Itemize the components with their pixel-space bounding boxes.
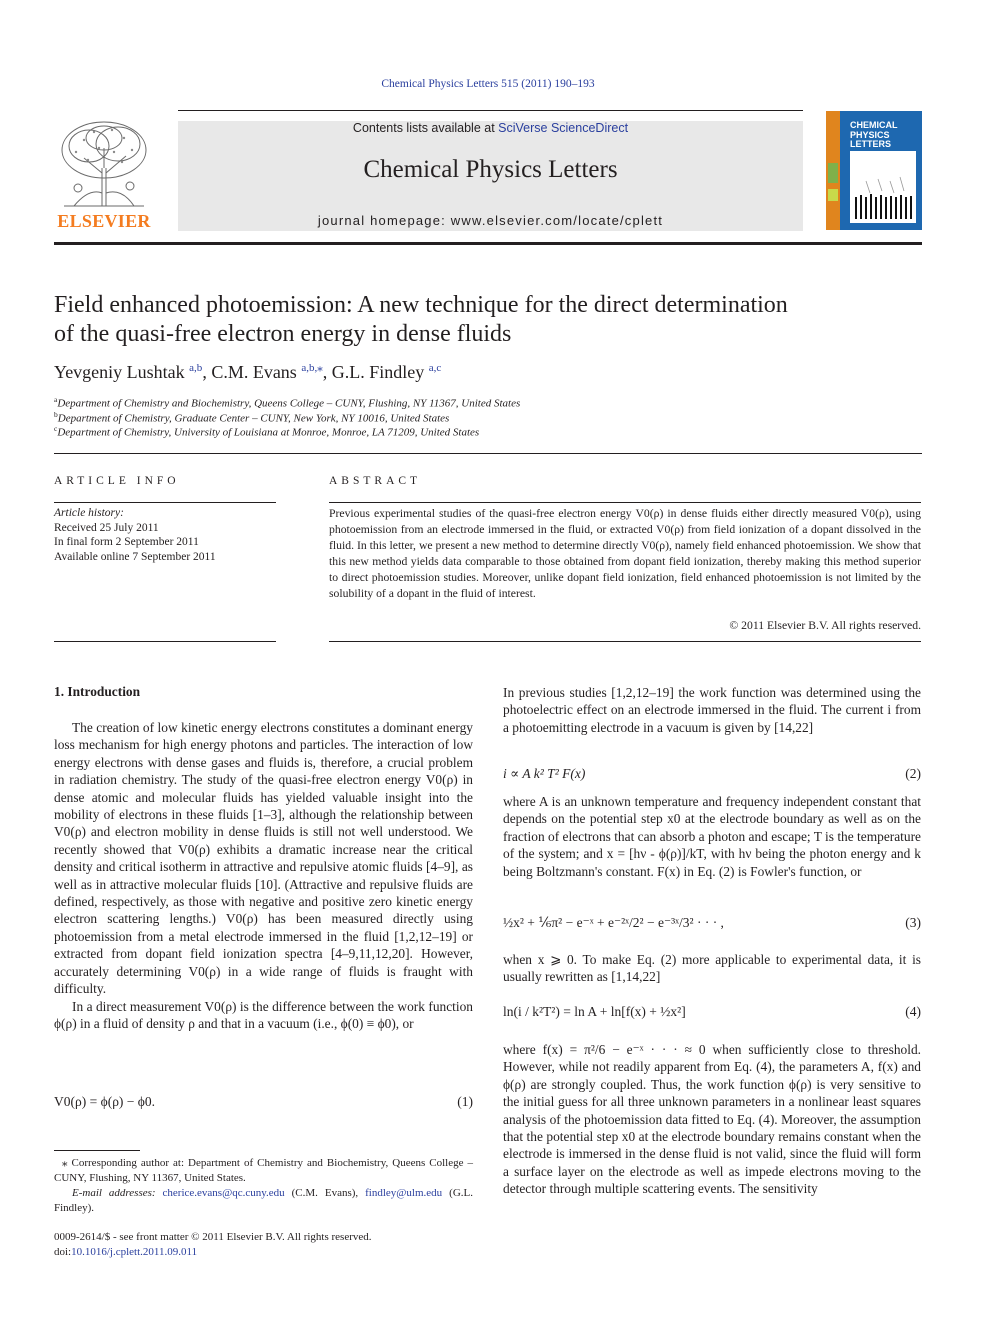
equation-3 [503,915,921,935]
email-owner: (C.M. Evans), [284,1187,366,1199]
equation-1 [54,1094,473,1114]
abstract-text: Previous experimental studies of the quasi-free electron energy V0(ρ) in dense fluids either directly measured V0(ρ), using photoemission from an electrode immersed in the fluid, or extracted V0(ρ) from field ionization of a dopant dissolved in the fluid. In this letter, we present a new method to determine directly V0(ρ), namely field enhanced photoemission. We show that this new method yields data comparable to those obtained from dopant field ionization, thereby making this method superior to direct photoemission studies. Moreover, unlike dopant field ionization, field enhanced photoemission is not limited by the solubility of a dopant in the fluid of interest. [329,507,921,600]
equation-2-number: (2) [905,766,921,781]
header-bottom-rule [54,242,922,245]
abstract-copyright: © 2011 Elsevier B.V. All rights reserved. [729,619,921,632]
abstract-rule [329,502,921,503]
right-column-p4 [503,1041,921,1198]
affiliation [54,395,934,410]
affiliation [54,410,934,425]
contents-prefix: Contents lists available at [352,121,499,135]
equation-4 [503,1004,921,1024]
article-info-heading: ARTICLE INFO [54,475,180,487]
history-label: Article history: [54,507,124,519]
affiliation-mark: c [54,424,58,433]
sciencedirect-link[interactable]: SciVerse ScienceDirect [498,121,629,135]
affiliation-text: Department of Chemistry, Graduate Center – CUNY, New York, NY 10016, United States [57,412,450,425]
article-info-bottom-rule [54,641,276,642]
author-affiliation-marks[interactable]: a,b,⁎ [301,362,323,374]
author-name: Yevgeniy Lushtak [54,362,185,382]
email-link-findley[interactable]: findley@ulm.edu [365,1187,443,1199]
affiliation-mark: a [54,395,58,404]
author-name: C.M. Evans [211,362,297,382]
header-top-rule [178,110,803,111]
article-info-rule [54,502,276,503]
abstract-heading: ABSTRACT [329,475,422,487]
email-owner: (G.L. Findley). [54,1187,473,1214]
equation-2-body: i ∝ A k² T² F(x) [503,766,586,781]
abstract-bottom-rule [329,641,921,642]
affiliation-text: Department of Chemistry and Biochemistry, Queens College – CUNY, Flushing, NY 11367, United States [57,397,521,410]
corresponding-author-footnote [54,1156,473,1216]
author-list [54,361,934,383]
body-paragraph: In previous studies [1,2,12–19] the work function was determined using the photoelectric effect on an electrode immersed in the fluid. The current i from a photoemitting electrode in a vacuum is given by [14,22] [503,685,921,735]
author-affiliation-marks[interactable]: a,c [428,362,442,374]
equation-1-number: (1) [457,1094,473,1109]
title-block-rule [54,453,922,454]
email-label: E-mail addresses: [72,1187,163,1199]
section-heading-introduction: 1. Introduction [54,684,141,699]
revised-date: In final form 2 September 2011 [54,536,199,548]
article-title [54,291,934,349]
left-column [54,719,473,1032]
author-name: G.L. Findley [331,362,425,382]
elsevier-wordmark: ELSEVIER [57,211,151,231]
equation-1-body: V0(ρ) = ϕ(ρ) − ϕ0. [54,1094,156,1109]
footnote-rule [54,1150,140,1151]
contents-line [178,121,803,135]
issn-line: 0009-2614/$ - see front matter © 2011 Elsevier B.V. All rights reserved. [54,1231,372,1243]
received-date: Received 25 July 2011 [54,521,159,534]
affiliation [54,424,934,439]
tree-icon [54,118,154,210]
equation-4-body: ln(i / k²T²) = ln A + ln[f(x) + ½x²] [503,1004,686,1019]
doi-link[interactable]: 10.1016/j.cplett.2011.09.011 [71,1246,198,1258]
affiliation-text: Department of Chemistry, University of Louisiana at Monroe, Monroe, LA 71209, United States [57,426,480,439]
article-history [54,506,276,564]
journal-title: Chemical Physics Letters [363,156,618,183]
author-separator: , [322,362,332,382]
equation-2 [503,766,921,786]
article-title-line-1: Field enhanced photoemission: A new technique for the direct determination [54,292,788,318]
front-matter-info [54,1230,473,1260]
body-paragraph: where f(x) = π²/6 − e⁻ˣ · · · ≈ 0 when sufficiently close to threshold. However, while not readily apparent from Eq. (4), the parameters A, f(x) and ϕ(ρ) are strongly coupled. Thus, the work function ϕ(ρ) is very sensitive to the initial guess for all three unknown parameters in a nonlinear least squares analysis of the photoemission data fitted to Eq. (4). Moreover, the assumption that the potential step x0 at the electrode boundary remains constant when the electrode is immersed in the dense fluid is not valid, since the fluid will form a surface layer on the electrode as well as impede electrons moving to the detector through multiple scattering events. The sensitivity [503,1042,921,1197]
body-paragraph: when x ⩾ 0. To make Eq. (2) more applicable to experimental data, it is usually rewritten as [1,14,22] [503,952,921,985]
article-title-line-2: of the quasi-free electron energy in dense fluids [54,321,512,347]
equation-3-body: ½x² + ⅙π² − e⁻ˣ + e⁻²ˣ/2² − e⁻³ˣ/3² · · · , [503,915,724,930]
author-separator: , [202,362,212,382]
journal-homepage[interactable]: journal homepage: www.elsevier.com/locate/cplett [317,213,664,228]
email-link-evans[interactable]: cherice.evans@qc.cuny.edu [162,1187,285,1199]
right-column-p2 [503,793,921,880]
right-column-p1 [503,684,921,736]
intro-paragraph-1: The creation of low kinetic energy electrons constitutes a dominant energy loss mechanism for high energy photons and particles. The interaction of low energy electrons with dense gases and fluids is, therefore, a crucial problem in radiation chemistry. The study of the quasi-free electron energy V0(ρ) in dense atomic and molecular fluids has yielded valuable insight into the mobility of electrons in these fluids [1–3], although the relationship between V0(ρ) and electron mobility in dense fluids is still not well understood. We recently showed that V0(ρ) exhibits a dramatic increase near the critical density and critical isotherm in attractive and repulsive atomic fluids [4–9], as well as in attractive molecular fluids [10]. (Attractive and repulsive fluids are defined, respectively, as those with negative and positive zero kinetic energy electron scattering lengths.) V0(ρ) has been measured directly using photoemission from a metal electrode immersed in the fluid [1,2,12–19] or extracted from dopant field ionization spectra [4–9,11,12,20]. However, accurately determining V0(ρ) in a wide range of fluids is fraught with difficulty. [54,720,473,997]
journal-citation[interactable]: Chemical Physics Letters 515 (2011) 190–193 [381,78,595,90]
body-paragraph: where A is an unknown temperature and frequency independent constant that depends on the potential step x0 at the electrode boundary as well as on the fraction of electrons that can absorb a photon and escape; T is the temperature of the system; and x = [hν - ϕ(ρ)]/kT, with hν being the photon energy and k being Boltzmann's constant. F(x) in Eq. (2) is Fowler's function, or [503,794,921,879]
affiliation-mark: b [54,410,58,419]
equation-4-number: (4) [905,1004,921,1019]
cover-title: CHEMICAL PHYSICS LETTERS [850,120,898,149]
doi-label: doi: [54,1246,72,1258]
equation-3-number: (3) [905,915,921,930]
online-date: Available online 7 September 2011 [54,550,216,563]
footnote-emails [54,1186,473,1216]
right-column-p3 [503,951,921,986]
doi-line [54,1245,473,1260]
author-affiliation-marks[interactable]: a,b [189,362,203,374]
footnote-star: ⁎ Corresponding author at: Department of Chemistry and Biochemistry, Queens College – CUNY, Flushing, NY 11367, United States. [54,1157,473,1184]
intro-paragraph-2: In a direct measurement V0(ρ) is the difference between the work function ϕ(ρ) in a fluid of density ρ and that in a vacuum (i.e., ϕ(0) ≡ ϕ0), or [54,998,473,1031]
